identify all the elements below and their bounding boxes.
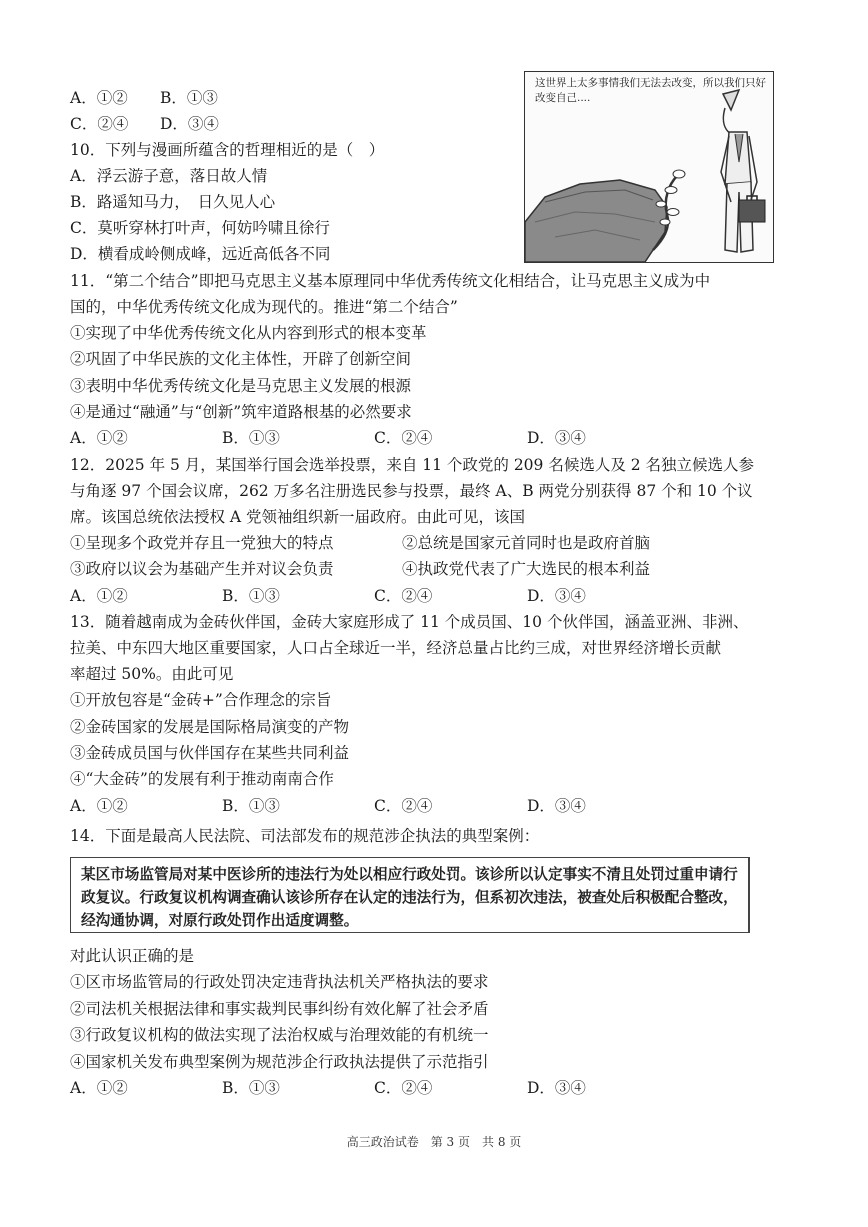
case-text: 某区市场监管局对某中医诊所的违法行为处以相应行政处罚。该诊所以认定事实不清且处罚过重申请行政复议。行政复议机构调查确认该诊所存在认定的违法行为，但系初次违法，被查处后积极配合整改，经沟通协调，对原行政处罚作出适度调整。 [81, 866, 738, 929]
q12-option-d: D．③④ [527, 587, 586, 605]
q14-statement-4: ④国家机关发布典型案例为规范涉企行政执法提供了示范指引 [70, 1053, 489, 1071]
q9-option-b: B．①③ [160, 89, 218, 107]
q9-option-c: C．②④ [70, 115, 129, 133]
case-box [70, 857, 750, 933]
cartoon-caption: 这世界上太多事情我们无法去改变，所以我们只好改变自己.... [535, 77, 766, 104]
q12-statement-2: ②总统是国家元首同时也是政府首脑 [402, 534, 651, 552]
q11-stem-line-1: 11．“第二个结合”即把马克思主义基本原理同中华优秀传统文化相结合，让马克思主义成为中 [70, 272, 711, 290]
cartoon-illustration [524, 71, 774, 263]
q13-statement-1: ①开放包容是“金砖+”合作理念的宗旨 [70, 691, 332, 709]
q11-option-c: C．②④ [374, 429, 433, 447]
q14-lead: 对此认识正确的是 [70, 947, 195, 965]
q13-stem-line-2: 拉美、中东四大地区重要国家，人口占全球近一半，经济总量占比约三成，对世界经济增长贡献 [70, 639, 722, 657]
q14-option-c: C．②④ [374, 1079, 433, 1097]
q14-option-a: A．①② [70, 1079, 128, 1097]
q10-option-b: B．路遥知马力， 日久见人心 [70, 193, 276, 211]
q12-option-b: B．①③ [222, 587, 280, 605]
q12-statement-3: ③政府以议会为基础产生并对议会负责 [70, 560, 334, 578]
q13-stem-line-1: 13．随着越南成为金砖伙伴国，金砖大家庭形成了 11 个成员国、10 个伙伴国，涵盖亚洲、非洲、 [70, 613, 749, 631]
q13-statement-3: ③金砖成员国与伙伴国存在某些共同利益 [70, 744, 350, 762]
q12-statement-1: ①呈现多个政党并存且一党独大的特点 [70, 534, 334, 552]
q13-option-a: A．①② [70, 797, 128, 815]
q12-statement-4: ④执政党代表了广大选民的根本利益 [402, 560, 651, 578]
q11-statement-3: ③表明中华优秀传统文化是马克思主义发展的根源 [70, 377, 412, 395]
q11-option-d: D．③④ [527, 429, 586, 447]
q13-option-d: D．③④ [527, 797, 586, 815]
q13-option-b: B．①③ [222, 797, 280, 815]
q11-option-a: A．①② [70, 429, 128, 447]
q11-statement-1: ①实现了中华优秀传统文化从内容到形式的根本变革 [70, 324, 427, 342]
q11-option-b: B．①③ [222, 429, 280, 447]
q13-statement-4: ④“大金砖”的发展有利于推动南南合作 [70, 770, 334, 788]
q14-option-d: D．③④ [527, 1079, 586, 1097]
q11-statement-2: ②巩固了中华民族的文化主体性，开辟了创新空间 [70, 350, 412, 368]
q13-statement-2: ②金砖国家的发展是国际格局演变的产物 [70, 718, 350, 736]
q10-option-a: A．浮云游子意，落日故人情 [70, 167, 268, 185]
q12-stem-line-3: 席。该国总统依法授权 A 党领袖组织新一届政府。由此可见，该国 [70, 508, 526, 526]
q10-option-c: C．莫听穿林打叶声，何妨吟啸且徐行 [70, 219, 330, 237]
q13-option-c: C．②④ [374, 797, 433, 815]
q10-stem: 10．下列与漫画所蕴含的哲理相近的是（ ） [70, 141, 385, 159]
q11-stem-line-2: 国的，中华优秀传统文化成为现代的。推进“第二个结合” [70, 298, 458, 316]
q14-statement-1: ①区市场监管局的行政处罚决定违背执法机关严格执法的要求 [70, 973, 489, 991]
q14-statement-3: ③行政复议机构的做法实现了法治权威与治理效能的有机统一 [70, 1026, 489, 1044]
q12-stem-line-2: 与角逐 97 个国会议席，262 万多名注册选民参与投票，最终 A、B 两党分别获得 87 个和 10 个议 [70, 482, 753, 500]
cartoon-drawing [525, 72, 773, 262]
q12-stem-line-1: 12．2025 年 5 月，某国举行国会选举投票，来自 11 个政党的 209 名候选人及 2 名独立候选人参 [70, 456, 755, 474]
q14-statement-2: ②司法机关根据法律和事实裁判民事纠纷有效化解了社会矛盾 [70, 1000, 489, 1018]
q13-stem-line-3: 率超过 50%。由此可见 [70, 665, 234, 683]
q14-option-b: B．①③ [222, 1079, 280, 1097]
q14-stem: 14．下面是最高人民法院、司法部发布的规范涉企执法的典型案例： [70, 827, 540, 845]
q12-option-a: A．①② [70, 587, 128, 605]
q11-statement-4: ④是通过“融通”与“创新”筑牢道路根基的必然要求 [70, 403, 412, 421]
q12-option-c: C．②④ [374, 587, 433, 605]
q9-option-d: D．③④ [160, 115, 219, 133]
page-footer: 高三政治试卷 第 3 页 共 8 页 [346, 1135, 522, 1149]
q10-option-d: D．横看成岭侧成峰，远近高低各不同 [70, 245, 331, 263]
q9-option-a: A．①② [70, 89, 128, 107]
